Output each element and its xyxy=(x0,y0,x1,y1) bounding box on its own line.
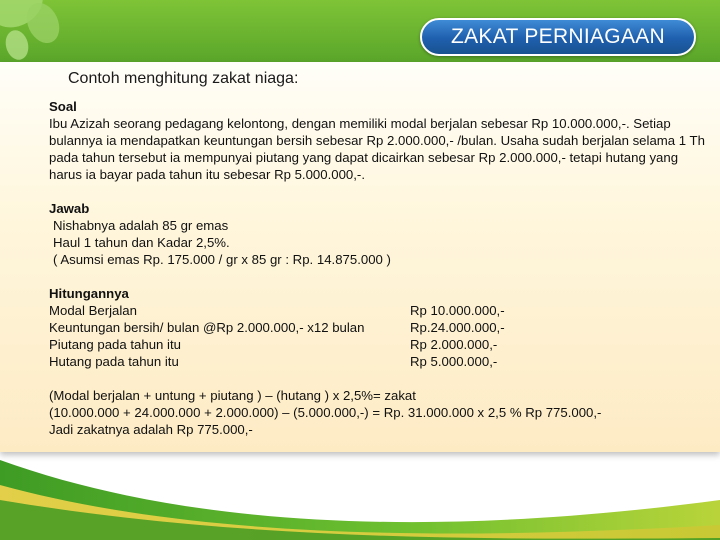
jawab-heading: Jawab xyxy=(49,201,90,216)
slide-title: ZAKAT PERNIAGAAN xyxy=(450,25,666,48)
leaf-decoration xyxy=(2,28,31,63)
calc-row-label: Modal Berjalan xyxy=(49,303,137,318)
calc-row xyxy=(49,336,709,353)
calc-row xyxy=(49,319,709,336)
slide-subtitle: Contoh menghitung zakat niaga: xyxy=(68,70,299,87)
zakat-result: Jadi zakatnya adalah Rp 775.000,- xyxy=(49,422,253,437)
zakat-formula: (Modal berjalan + untung + piutang ) – (hutang ) x 2,5%= zakat xyxy=(49,388,416,403)
jawab-line: Haul 1 tahun dan Kadar 2,5%. xyxy=(53,235,230,250)
soal-text: Ibu Azizah seorang pedagang kelontong, dengan memiliki modal berjalan sebesar Rp 10.000.000,-. Setiap bulannya ia mendapatkan keuntungan bersih sebesar Rp 2.000.000,- /bulan. Usaha sudah berjalan selama 1 Th pada tahun tersebut ia mempunyai piutang yang dapat dicairkan sebesar Rp 2.000.000,- tetapi hutang yang harus ia bayar pada tahun itu sebesar Rp 5.000.000,-. xyxy=(49,116,705,182)
content-body xyxy=(49,98,709,438)
calc-row-amount: Rp 5.000.000,- xyxy=(410,354,498,369)
soal-heading: Soal xyxy=(49,99,77,114)
calc-row xyxy=(49,302,709,319)
zakat-calculation: (10.000.000 + 24.000.000 + 2.000.000) – (5.000.000,-) = Rp. 31.000.000 x 2,5 % Rp 775.000,- xyxy=(49,405,602,420)
calc-row-amount: Rp.24.000.000,- xyxy=(410,320,505,335)
hitungan-heading: Hitungannya xyxy=(49,286,129,301)
calc-row-label: Piutang pada tahun itu xyxy=(49,337,181,352)
jawab-line: ( Asumsi emas Rp. 175.000 / gr x 85 gr : Rp. 14.875.000 ) xyxy=(53,252,391,267)
jawab-line: Nishabnya adalah 85 gr emas xyxy=(53,218,229,233)
calc-row-label: Hutang pada tahun itu xyxy=(49,354,179,369)
calc-row xyxy=(49,353,709,370)
calc-row-label: Keuntungan bersih/ bulan @Rp 2.000.000,- x12 bulan xyxy=(49,320,365,335)
calc-row-amount: Rp 2.000.000,- xyxy=(410,337,498,352)
slide-title-pill xyxy=(420,18,696,56)
calc-row-amount: Rp 10.000.000,- xyxy=(410,303,505,318)
